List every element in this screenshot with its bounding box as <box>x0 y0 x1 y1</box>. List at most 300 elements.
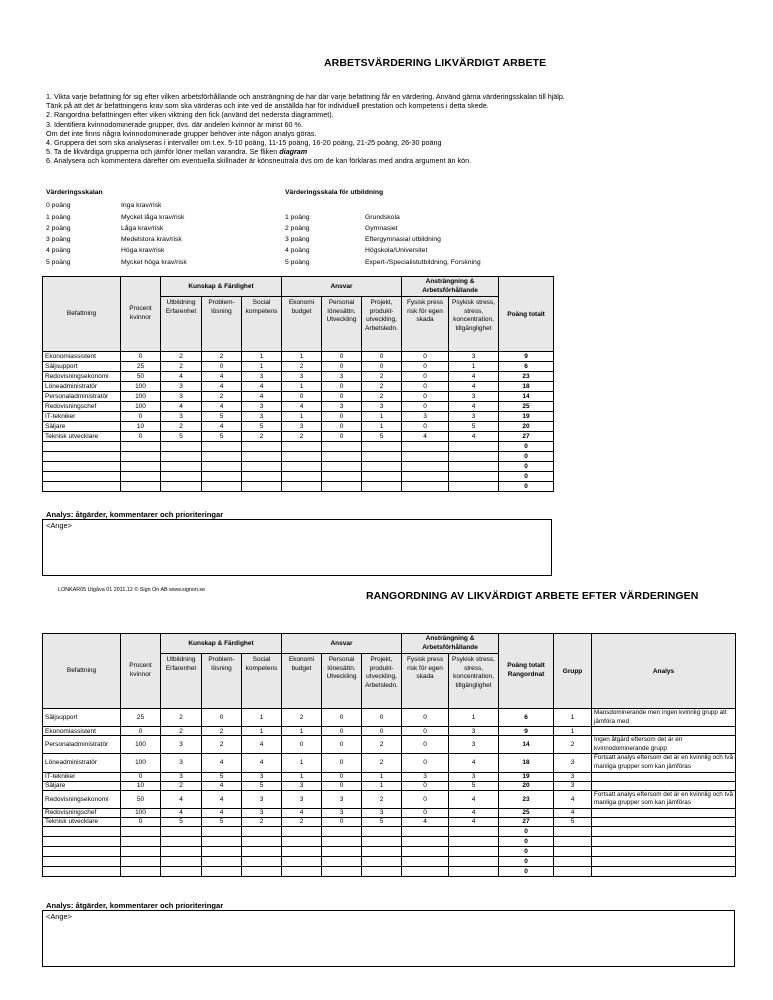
cell-value[interactable]: 3 <box>282 372 322 382</box>
cell-value[interactable]: 0 <box>282 736 322 754</box>
cell-value[interactable]: 0 <box>402 727 449 736</box>
cell-empty[interactable] <box>282 856 322 866</box>
cell-empty[interactable] <box>449 482 499 492</box>
cell-value[interactable]: 4 <box>449 808 499 817</box>
cell-value[interactable]: 1 <box>242 362 282 372</box>
cell-empty[interactable] <box>161 826 202 836</box>
cell-value[interactable]: 0 <box>322 382 362 392</box>
cell-value[interactable]: 0 <box>282 392 322 402</box>
cell-value[interactable]: 0 <box>322 817 362 826</box>
cell-analys[interactable] <box>592 781 736 790</box>
cell-empty[interactable] <box>202 452 242 462</box>
cell-grupp[interactable]: 1 <box>554 727 592 736</box>
cell-value[interactable]: 4 <box>449 817 499 826</box>
cell-analys[interactable]: Ingen åtgärd eftersom det är en kvinnodominerande grupp <box>592 736 736 754</box>
cell-value[interactable]: 2 <box>362 392 402 402</box>
cell-empty[interactable] <box>449 442 499 452</box>
cell-total: 23 <box>499 372 554 382</box>
cell-empty[interactable] <box>242 826 282 836</box>
value-scale-row <box>46 257 187 268</box>
cell-value[interactable]: 0 <box>402 709 449 727</box>
cell-empty[interactable] <box>202 866 242 876</box>
cell-empty[interactable] <box>362 462 402 472</box>
cell-empty[interactable] <box>43 442 121 452</box>
cell-value[interactable]: 2 <box>362 754 402 772</box>
cell-value[interactable]: 4 <box>161 372 202 382</box>
cell-value[interactable]: 5 <box>161 432 202 442</box>
cell-empty[interactable] <box>322 462 362 472</box>
cell-value[interactable]: 0 <box>322 432 362 442</box>
cell-grupp[interactable]: 4 <box>554 790 592 808</box>
cell-value[interactable]: 0 <box>322 772 362 781</box>
cell-empty[interactable] <box>322 442 362 452</box>
cell-value[interactable]: 1 <box>242 727 282 736</box>
cell-value[interactable]: 2 <box>282 362 322 372</box>
cell-value[interactable]: 0 <box>402 781 449 790</box>
cell-empty[interactable] <box>242 442 282 452</box>
cell-empty[interactable] <box>554 826 592 836</box>
cell-empty[interactable] <box>402 482 449 492</box>
cell-empty[interactable] <box>161 836 202 846</box>
cell-value[interactable]: 0 <box>322 781 362 790</box>
cell-empty[interactable] <box>322 472 362 482</box>
cell-value[interactable]: 3 <box>449 412 499 422</box>
cell-empty[interactable] <box>43 856 121 866</box>
cell-value[interactable]: 1 <box>282 352 322 362</box>
cell-empty[interactable] <box>592 826 736 836</box>
cell-total: 0 <box>499 826 554 836</box>
cell-empty[interactable] <box>362 452 402 462</box>
cell-value[interactable]: 1 <box>282 772 322 781</box>
cell-value[interactable]: 3 <box>161 772 202 781</box>
cell-empty[interactable] <box>362 472 402 482</box>
cell-empty[interactable] <box>43 452 121 462</box>
scale-description: Eftergymnasial utbildning <box>365 236 441 244</box>
scale-points: 5 poäng <box>285 258 310 266</box>
cell-analys[interactable] <box>592 817 736 826</box>
cell-empty[interactable] <box>161 462 202 472</box>
cell-empty[interactable] <box>554 836 592 846</box>
cell-value[interactable]: 1 <box>242 709 282 727</box>
cell-value[interactable]: 0 <box>402 736 449 754</box>
cell-empty[interactable] <box>121 836 161 846</box>
cell-value[interactable]: 2 <box>242 817 282 826</box>
cell-value[interactable]: 5 <box>362 432 402 442</box>
cell-value[interactable]: 4 <box>161 808 202 817</box>
cell-value[interactable]: 0 <box>202 362 242 372</box>
cell-value[interactable]: 5 <box>202 817 242 826</box>
cell-empty[interactable] <box>402 452 449 462</box>
cell-empty[interactable] <box>282 826 322 836</box>
cell-empty[interactable] <box>449 472 499 482</box>
ranking-row <box>43 781 736 790</box>
cell-empty[interactable] <box>282 482 322 492</box>
cell-value[interactable]: 3 <box>242 790 282 808</box>
cell-value[interactable]: 4 <box>242 754 282 772</box>
cell-value[interactable]: 2 <box>282 817 322 826</box>
ranking-title: RANGORDNING AV LIKVÄRDIGT ARBETE EFTER VÄRDERINGEN <box>366 590 699 602</box>
cell-grupp[interactable]: 1 <box>554 709 592 727</box>
cell-value[interactable]: 3 <box>322 790 362 808</box>
table-row <box>43 412 554 422</box>
cell-empty[interactable] <box>362 826 402 836</box>
cell-empty[interactable] <box>322 846 362 856</box>
cell-value[interactable]: 2 <box>161 422 202 432</box>
cell-value[interactable]: 5 <box>449 422 499 432</box>
scale-description: Gymnasiet <box>365 224 398 232</box>
cell-empty[interactable] <box>402 462 449 472</box>
cell-value[interactable]: 5 <box>202 432 242 442</box>
cell-value[interactable]: 4 <box>449 432 499 442</box>
cell-value[interactable]: 0 <box>402 808 449 817</box>
cell-value[interactable]: 3 <box>362 808 402 817</box>
cell-value[interactable]: 0 <box>402 382 449 392</box>
cell-value[interactable]: 1 <box>362 781 402 790</box>
cell-value[interactable]: 0 <box>402 402 449 412</box>
cell-empty[interactable] <box>402 866 449 876</box>
cell-value[interactable]: 3 <box>322 808 362 817</box>
cell-befattning: Teknisk utvecklare <box>43 432 121 442</box>
cell-empty[interactable] <box>161 452 202 462</box>
cell-value[interactable]: 4 <box>449 372 499 382</box>
cell-empty[interactable] <box>402 836 449 846</box>
cell-empty[interactable] <box>402 826 449 836</box>
ranking-table <box>42 633 736 877</box>
cell-value[interactable]: 2 <box>282 709 322 727</box>
cell-empty[interactable] <box>362 836 402 846</box>
diagram-link[interactable]: diagram <box>279 147 308 157</box>
cell-analys[interactable]: Fortsatt analys eftersom det är en kvinnlig och två manliga grupper som kan jämföras <box>592 754 736 772</box>
cell-empty[interactable] <box>449 856 499 866</box>
cell-empty[interactable] <box>282 462 322 472</box>
cell-value[interactable]: 4 <box>402 817 449 826</box>
cell-empty[interactable] <box>202 462 242 472</box>
cell-value[interactable]: 3 <box>161 412 202 422</box>
cell-befattning: Ekonomiassistent <box>43 727 121 736</box>
cell-empty[interactable] <box>322 836 362 846</box>
scale-description: Medelstora krav/risk <box>121 236 182 244</box>
cell-value[interactable]: 2 <box>362 736 402 754</box>
cell-value[interactable]: 1 <box>282 412 322 422</box>
cell-empty[interactable] <box>161 442 202 452</box>
cell-grupp[interactable]: 3 <box>554 772 592 781</box>
cell-value[interactable]: 1 <box>362 422 402 432</box>
cell-empty[interactable] <box>402 472 449 482</box>
cell-empty[interactable] <box>592 846 736 856</box>
cell-empty[interactable] <box>43 472 121 482</box>
cell-empty[interactable] <box>592 836 736 846</box>
cell-value[interactable]: 0 <box>322 392 362 402</box>
cell-empty[interactable] <box>592 866 736 876</box>
cell-empty[interactable] <box>322 866 362 876</box>
cell-value[interactable]: 3 <box>242 772 282 781</box>
cell-value[interactable]: 3 <box>362 402 402 412</box>
cell-value[interactable]: 3 <box>449 352 499 362</box>
cell-empty[interactable] <box>121 826 161 836</box>
cell-value[interactable]: 3 <box>402 772 449 781</box>
cell-value[interactable]: 0 <box>322 422 362 432</box>
cell-empty[interactable] <box>202 472 242 482</box>
cell-empty[interactable] <box>121 442 161 452</box>
cell-empty[interactable] <box>449 836 499 846</box>
cell-value[interactable]: 4 <box>449 382 499 392</box>
cell-value[interactable]: 2 <box>362 790 402 808</box>
cell-empty[interactable] <box>282 846 322 856</box>
cell-value[interactable]: 2 <box>362 382 402 392</box>
cell-empty[interactable] <box>554 866 592 876</box>
cell-value[interactable]: 3 <box>449 727 499 736</box>
ranking-row-empty <box>43 846 736 856</box>
cell-value[interactable]: 3 <box>282 422 322 432</box>
cell-value[interactable]: 3 <box>449 736 499 754</box>
cell-empty[interactable] <box>554 846 592 856</box>
cell-value[interactable]: 0 <box>322 709 362 727</box>
cell-empty[interactable] <box>449 462 499 472</box>
cell-empty[interactable] <box>43 836 121 846</box>
table-row <box>43 352 554 362</box>
col-utbildning: Utbildning Erfarenhet <box>161 654 202 709</box>
cell-value[interactable]: 1 <box>362 772 402 781</box>
cell-empty[interactable] <box>242 866 282 876</box>
cell-empty[interactable] <box>554 856 592 866</box>
cell-value[interactable]: 4 <box>282 402 322 412</box>
cell-empty[interactable] <box>161 846 202 856</box>
cell-total: 0 <box>499 836 554 846</box>
cell-value[interactable]: 3 <box>449 772 499 781</box>
cell-value[interactable]: 4 <box>449 790 499 808</box>
cell-value[interactable]: 4 <box>161 402 202 412</box>
cell-empty[interactable] <box>202 846 242 856</box>
cell-value[interactable]: 1 <box>282 382 322 392</box>
cell-value[interactable]: 0 <box>402 790 449 808</box>
cell-empty[interactable] <box>202 482 242 492</box>
cell-value[interactable]: 4 <box>242 736 282 754</box>
cell-empty[interactable] <box>282 472 322 482</box>
cell-empty[interactable] <box>282 452 322 462</box>
cell-total: 27 <box>499 432 554 442</box>
cell-value[interactable]: 3 <box>161 382 202 392</box>
cell-grupp[interactable]: 4 <box>554 808 592 817</box>
cell-empty[interactable] <box>121 452 161 462</box>
cell-value[interactable]: 0 <box>402 754 449 772</box>
cell-empty[interactable] <box>121 866 161 876</box>
cell-value[interactable]: 3 <box>242 808 282 817</box>
cell-value[interactable]: 2 <box>161 781 202 790</box>
cell-empty[interactable] <box>121 856 161 866</box>
cell-value[interactable]: 3 <box>282 781 322 790</box>
cell-empty[interactable] <box>449 826 499 836</box>
cell-value[interactable]: 0 <box>402 362 449 372</box>
cell-empty[interactable] <box>592 856 736 866</box>
cell-analys[interactable]: Fortsatt analys eftersom det är en kvinnlig och två manliga grupper som kan jämföras <box>592 790 736 808</box>
cell-empty[interactable] <box>202 442 242 452</box>
cell-value[interactable]: 0 <box>322 362 362 372</box>
cell-value[interactable]: 2 <box>202 727 242 736</box>
cell-value[interactable]: 0 <box>362 352 402 362</box>
cell-value[interactable]: 0 <box>402 372 449 382</box>
cell-empty[interactable] <box>362 442 402 452</box>
cell-empty[interactable] <box>402 442 449 452</box>
cell-empty[interactable] <box>242 836 282 846</box>
cell-empty[interactable] <box>121 462 161 472</box>
cell-empty[interactable] <box>282 442 322 452</box>
cell-value[interactable]: 4 <box>202 754 242 772</box>
cell-empty[interactable] <box>362 866 402 876</box>
cell-value[interactable]: 5 <box>362 817 402 826</box>
cell-analys[interactable] <box>592 772 736 781</box>
cell-empty[interactable] <box>242 462 282 472</box>
cell-empty[interactable] <box>43 826 121 836</box>
cell-empty[interactable] <box>242 846 282 856</box>
analysis-input[interactable]: <Ange> <box>42 519 552 576</box>
col-befattning: Befattning <box>43 634 121 709</box>
cell-value[interactable]: 4 <box>202 382 242 392</box>
cell-value[interactable]: 2 <box>362 372 402 382</box>
analysis-input[interactable]: <Ange> <box>42 910 735 967</box>
cell-empty[interactable] <box>202 836 242 846</box>
cell-value[interactable]: 4 <box>202 781 242 790</box>
cell-value[interactable]: 5 <box>202 772 242 781</box>
cell-empty[interactable] <box>161 482 202 492</box>
cell-value[interactable]: 4 <box>449 754 499 772</box>
cell-value[interactable]: 3 <box>449 392 499 402</box>
cell-value[interactable]: 0 <box>322 736 362 754</box>
cell-value[interactable]: 3 <box>242 402 282 412</box>
cell-empty[interactable] <box>43 846 121 856</box>
cell-value[interactable]: 4 <box>202 402 242 412</box>
cell-empty[interactable] <box>322 482 362 492</box>
cell-empty[interactable] <box>282 866 322 876</box>
cell-empty[interactable] <box>161 856 202 866</box>
cell-empty[interactable] <box>402 856 449 866</box>
cell-value[interactable]: 2 <box>161 362 202 372</box>
cell-value[interactable]: 2 <box>242 432 282 442</box>
cell-value[interactable]: 3 <box>402 412 449 422</box>
cell-value[interactable]: 0 <box>322 727 362 736</box>
cell-empty[interactable] <box>202 856 242 866</box>
cell-grupp[interactable]: 5 <box>554 817 592 826</box>
cell-value[interactable]: 4 <box>242 392 282 402</box>
cell-empty[interactable] <box>362 482 402 492</box>
cell-grupp[interactable]: 2 <box>554 736 592 754</box>
cell-empty[interactable] <box>43 462 121 472</box>
scale-points: 4 poäng <box>285 247 310 255</box>
cell-value[interactable]: 3 <box>161 736 202 754</box>
cell-value[interactable]: 0 <box>322 412 362 422</box>
cell-empty[interactable] <box>322 856 362 866</box>
cell-grupp[interactable]: 3 <box>554 781 592 790</box>
cell-value[interactable]: 2 <box>282 432 322 442</box>
cell-value[interactable]: 4 <box>161 790 202 808</box>
cell-empty[interactable] <box>449 452 499 462</box>
cell-value[interactable]: 4 <box>282 808 322 817</box>
cell-value[interactable]: 2 <box>161 352 202 362</box>
cell-value[interactable]: 5 <box>242 422 282 432</box>
cell-empty[interactable] <box>121 472 161 482</box>
cell-value[interactable]: 0 <box>322 754 362 772</box>
cell-value[interactable]: 3 <box>161 392 202 402</box>
cell-empty[interactable] <box>449 846 499 856</box>
cell-empty[interactable] <box>322 452 362 462</box>
cell-empty[interactable] <box>242 856 282 866</box>
cell-value[interactable]: 2 <box>202 352 242 362</box>
cell-value[interactable]: 3 <box>282 790 322 808</box>
cell-empty[interactable] <box>121 482 161 492</box>
cell-value[interactable]: 5 <box>242 781 282 790</box>
cell-value[interactable]: 0 <box>402 422 449 432</box>
cell-empty[interactable] <box>362 856 402 866</box>
cell-empty[interactable] <box>43 482 121 492</box>
cell-value[interactable]: 4 <box>202 808 242 817</box>
cell-value[interactable]: 3 <box>242 372 282 382</box>
cell-analys[interactable] <box>592 808 736 817</box>
cell-empty[interactable] <box>43 866 121 876</box>
cell-value[interactable]: 4 <box>202 372 242 382</box>
cell-empty[interactable] <box>161 866 202 876</box>
cell-value[interactable]: 0 <box>202 709 242 727</box>
cell-value[interactable]: 4 <box>242 382 282 392</box>
cell-analys[interactable]: Mansdominerande men ingen kvinnlig grupp att jämföra med <box>592 709 736 727</box>
cell-empty[interactable] <box>282 836 322 846</box>
cell-empty[interactable] <box>202 826 242 836</box>
cell-value[interactable]: 3 <box>242 412 282 422</box>
cell-value[interactable]: 3 <box>322 402 362 412</box>
cell-value[interactable]: 3 <box>322 372 362 382</box>
cell-value[interactable]: 0 <box>362 362 402 372</box>
cell-value[interactable]: 1 <box>282 727 322 736</box>
cell-value[interactable]: 1 <box>362 412 402 422</box>
cell-value[interactable]: 1 <box>449 709 499 727</box>
cell-value[interactable]: 0 <box>402 352 449 362</box>
cell-value[interactable]: 5 <box>449 781 499 790</box>
cell-value[interactable]: 2 <box>161 709 202 727</box>
cell-empty[interactable] <box>242 452 282 462</box>
cell-value[interactable]: 2 <box>161 727 202 736</box>
valuation-table <box>42 276 554 492</box>
cell-empty[interactable] <box>402 846 449 856</box>
cell-value[interactable]: 4 <box>202 790 242 808</box>
cell-value[interactable]: 5 <box>202 412 242 422</box>
cell-empty[interactable] <box>121 846 161 856</box>
group-anstrangning: Ansträngning & Arbetsförhållande <box>402 634 499 654</box>
cell-value[interactable]: 1 <box>282 754 322 772</box>
cell-empty[interactable] <box>322 826 362 836</box>
cell-grupp[interactable]: 3 <box>554 754 592 772</box>
cell-value[interactable]: 0 <box>362 727 402 736</box>
cell-empty[interactable] <box>449 866 499 876</box>
cell-value[interactable]: 2 <box>202 392 242 402</box>
ranking-row <box>43 817 736 826</box>
value-scale-row <box>46 223 187 234</box>
cell-value[interactable]: 0 <box>402 392 449 402</box>
cell-value[interactable]: 3 <box>161 754 202 772</box>
cell-value[interactable]: 4 <box>402 432 449 442</box>
cell-empty[interactable] <box>242 482 282 492</box>
cell-value[interactable]: 1 <box>449 362 499 372</box>
cell-value[interactable]: 1 <box>242 352 282 362</box>
cell-value[interactable]: 0 <box>322 352 362 362</box>
cell-value[interactable]: 4 <box>202 422 242 432</box>
cell-value[interactable]: 4 <box>449 402 499 412</box>
cell-value[interactable]: 0 <box>362 709 402 727</box>
cell-empty[interactable] <box>362 846 402 856</box>
cell-analys[interactable] <box>592 727 736 736</box>
cell-procent: 100 <box>121 392 161 402</box>
cell-value[interactable]: 5 <box>161 817 202 826</box>
cell-value[interactable]: 2 <box>202 736 242 754</box>
cell-empty[interactable] <box>242 472 282 482</box>
cell-empty[interactable] <box>161 472 202 482</box>
